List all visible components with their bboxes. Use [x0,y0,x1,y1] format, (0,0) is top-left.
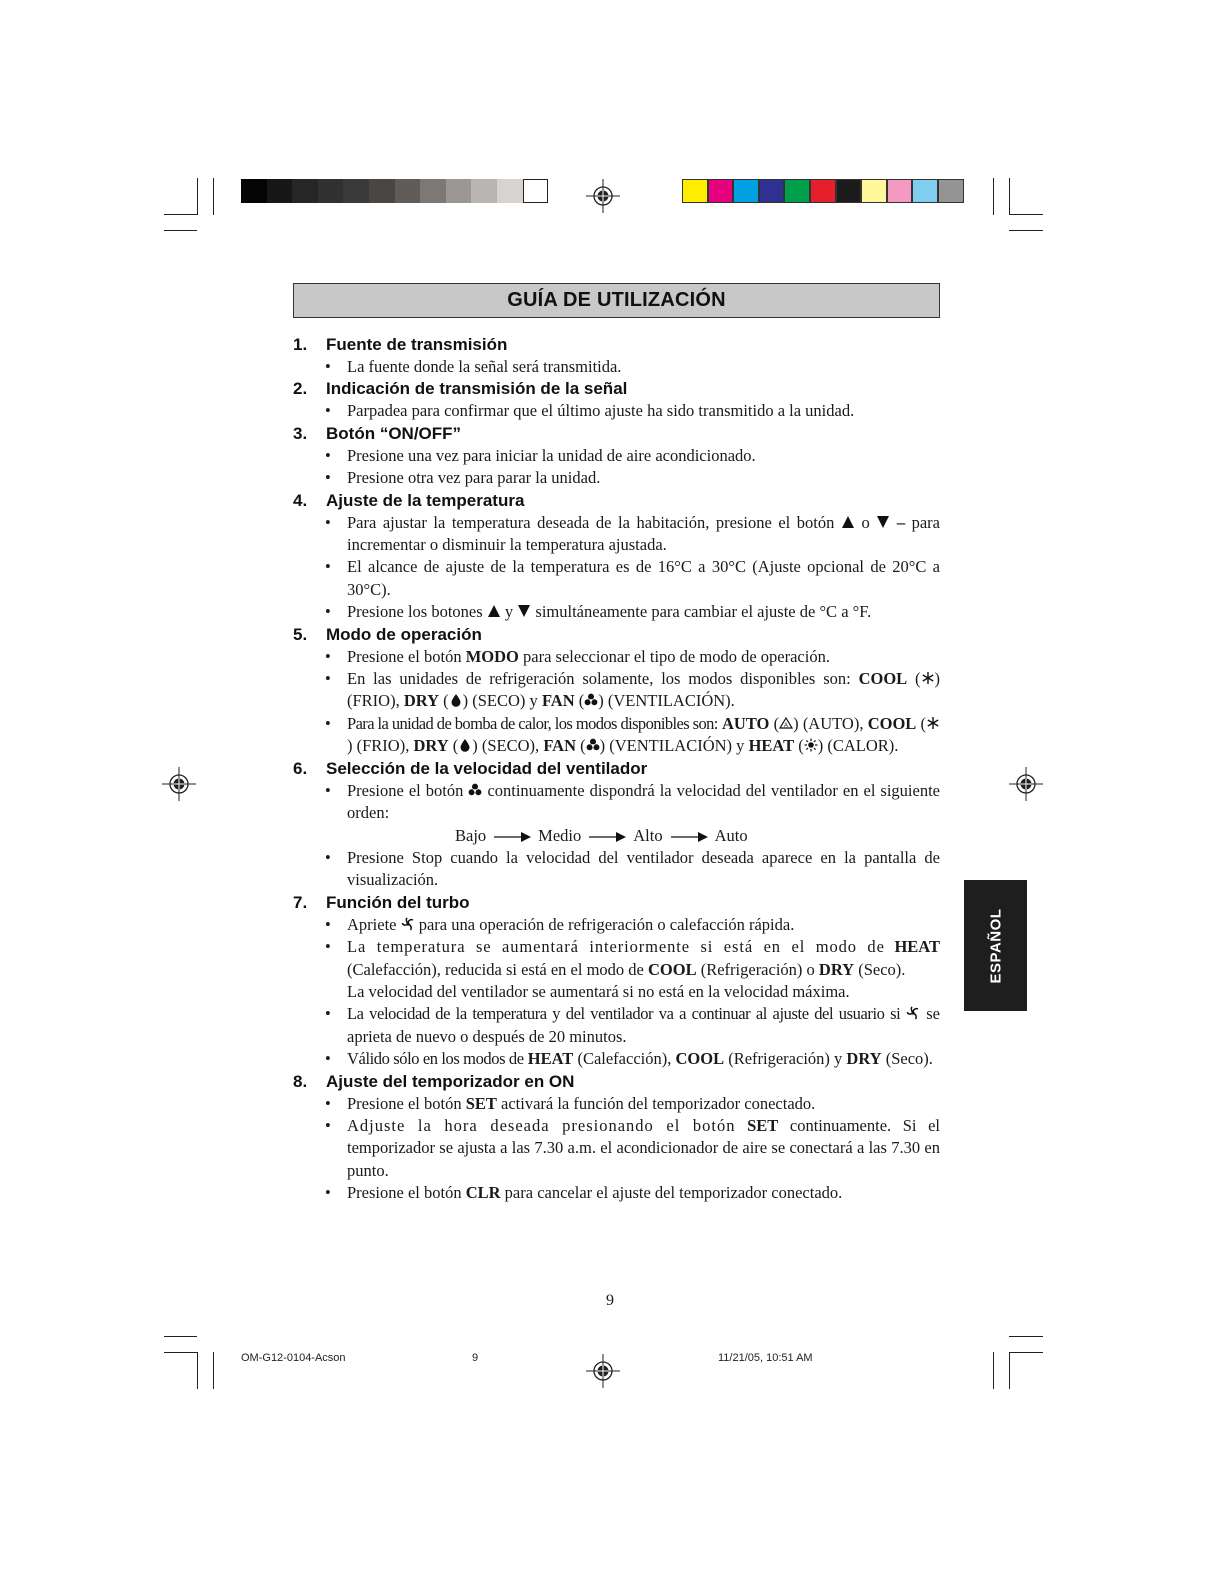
bullet-text: – [896,512,906,532]
list-item: • Presione otra vez para parar la unidad. [325,468,601,488]
up-triangle-icon [841,515,855,529]
color-swatch [861,179,887,203]
section-title: Indicación de transmisión de la señal [326,379,628,399]
section-number: 8. [293,1071,308,1091]
bullet-text: Presione Stop cuando la velocidad del ventilador deseada aparece en la pantalla de visualización. [347,847,940,890]
speed-label: Medio [538,825,582,845]
down-triangle-icon [876,515,890,529]
bullet-text: (FRIO), [356,736,410,756]
bullet-text: Presione el botón [347,1183,462,1203]
section-number: 4. [293,490,308,510]
bullet-text: (Refrigeración) y [728,1049,843,1069]
fan-icon [468,783,482,797]
bold-term: AUTO [722,713,770,733]
turbo-icon [401,917,415,931]
page-title: GUÍA DE UTILIZACIÓN [293,283,940,318]
bullet-text: Válido sólo en los modos de [347,1049,524,1069]
speed-label: Bajo [455,825,487,845]
bold-term: SET [747,1115,779,1135]
bullet-text: Presione una vez para iniciar la unidad de aire acondicionado. [347,445,756,465]
bullet-text: o [861,512,870,532]
bullet-text: El alcance de ajuste de la temperatura es de 16°C a 30°C (Ajuste opcional de 20°C a 30°C). [347,557,940,599]
footer-page: 9 [472,1352,479,1364]
list-item: • La fuente donde la señal será transmitida. [325,357,622,376]
grayscale-swatch [318,179,344,203]
bullet-text: (CALOR). [827,736,899,756]
bullet-text: (Refrigeración) o [700,959,815,979]
sun-icon [804,738,818,752]
bullet-text: La velocidad de la temperatura y del ventilador va a continuar al ajuste del usuario si [347,1004,901,1024]
color-swatch [887,179,913,203]
svg-text:A: A [784,722,789,729]
color-swatch [836,179,862,203]
arrow-right-icon [589,831,627,843]
down-triangle-icon [517,604,531,618]
color-swatch [784,179,810,203]
bullet-text: (SECO), [481,736,540,756]
turbo-icon [906,1006,920,1020]
bullet-text: y [504,602,514,622]
bold-term: FAN [543,736,576,756]
bold-term: COOL [858,669,908,689]
color-swatch [708,179,734,203]
grayscale-swatch [241,179,267,203]
bold-term: DRY [818,959,855,979]
bullet-text: para incrementar o disminuir la temperatura ajustada. [347,512,941,555]
bold-term: HEAT [527,1049,574,1069]
color-swatch [912,179,938,203]
list-item: • Presione el botón SET activará la función del temporizador conectado. [325,1093,816,1113]
section-number: 2. [293,379,308,399]
list-item: • Presione el botón CLR para cancelar el ajuste del temporizador conectado. [325,1183,843,1203]
bold-term: HEAT [748,736,795,756]
bullet-text: Presione los botones [347,602,483,622]
fan-icon [586,738,600,752]
auto-mode-icon [779,716,793,730]
registration-mark-icon [162,767,196,801]
color-swatch [682,179,708,203]
color-swatch [810,179,836,203]
color-swatch [733,179,759,203]
list-item: • Para ajustar la temperatura deseada de la habitación, presione el botón o – para incrementar o disminuir la temperatura ajustada. [325,512,941,555]
section-title: Modo de operación [326,624,482,644]
section-title: Botón “ON/OFF” [326,423,462,443]
bullet-text: Presione el botón [347,1093,462,1113]
section-5-heading [293,624,940,646]
bullet-text: continuamente dispondrá la velocidad del ventilador en el siguiente orden: [347,780,941,823]
footer-filename: OM-G12-0104-Acson [241,1352,346,1364]
arrow-right-icon [671,831,709,843]
bullet-text: simultáneamente para cambiar el ajuste de °C a °F. [535,602,872,622]
language-tab [964,880,1027,1011]
list-item: • Presione una vez para iniciar la unidad de aire acondicionado. [325,445,756,465]
section-1-heading [293,334,940,356]
list-item: • El alcance de ajuste de la temperatura es de 16°C a 30°C (Ajuste opcional de 20°C a 30°C). [325,557,940,599]
list-item: • Válido sólo en los modos de HEAT (Calefacción), COOL (Refrigeración) y DRY (Seco). [325,1049,933,1069]
list-item: • La velocidad de la temperatura y del ventilador va a continuar al ajuste del usuario si se aprieta de nuevo o después de 20 minutos. [325,1004,941,1046]
up-triangle-icon [487,604,501,618]
list-item: • Para la unidad de bomba de calor, los modos disponibles son: AUTO ( A ) (AUTO), COOL () (FRIO), DRY ( ) (SECO), FAN ( ) (VENTILACIÓN) y HEAT ( ) (CALOR). [293,713,940,758]
section-title: Ajuste de la temperatura [326,490,525,510]
bullet-text: (Calefacción), [577,1049,672,1069]
bold-term: COOL [648,959,697,979]
section-number: 7. [293,892,308,912]
droplet-icon [449,693,463,707]
grayscale-swatch [420,179,446,203]
bullet-text: para una operación de refrigeración o calefacción rápida. [418,914,795,934]
list-item: • En las unidades de refrigeración solamente, los modos disponibles son: COOL ( ) (FRIO), DRY ( ) (SECO) y FAN ( ) (VENTILACIÓN). [325,669,941,711]
bullet-text: (FRIO), [347,691,400,711]
section-title: Función del turbo [326,892,470,912]
bold-term: DRY [403,691,440,711]
grayscale-swatch [292,179,318,203]
guide-content [293,334,940,1205]
footer-timestamp: 11/21/05, 10:51 AM [718,1352,813,1364]
bullet-text: (AUTO), [802,713,864,733]
snowflake-icon [921,671,935,685]
speed-label: Alto [633,825,663,845]
grayscale-swatch [395,179,421,203]
bold-term: DRY [846,1049,882,1069]
section-4-heading [293,490,940,512]
bullet-text: (VENTILACIÓN) y [609,736,745,756]
section-7-heading [293,892,940,914]
section-8-heading [293,1071,940,1093]
bullet-text: Apriete [347,914,397,934]
registration-mark-icon [586,179,620,213]
registration-mark-icon [586,1354,620,1388]
bullet-text: (SECO) y [472,691,538,711]
section-title: Ajuste del temporizador en ON [326,1071,575,1091]
bold-term: HEAT [894,937,940,957]
page-number: 9 [606,1292,614,1309]
bold-term: CLR [465,1183,501,1203]
list-item: • Presione el botón continuamente dispondrá la velocidad del ventilador en el siguiente orden: [325,780,941,823]
bullet-text: Para la unidad de bomba de calor, los modos disponibles son: [347,713,718,733]
section-3-heading [293,423,940,445]
bold-term: COOL [675,1049,725,1069]
list-item: • Parpadea para confirmar que el último ajuste ha sido transmitido a la unidad. [325,401,855,421]
bullet-text: La fuente donde la señal será transmitida. [347,357,622,376]
grayscale-swatch [497,179,523,203]
bold-term: SET [465,1093,497,1113]
section-number: 6. [293,758,308,778]
speed-label: Auto [714,825,748,845]
list-item: • Presione los botones y simultáneamente para cambiar el ajuste de °C a °F. [325,602,872,622]
snowflake-icon [926,716,940,730]
section-title: Selección de la velocidad del ventilador [326,758,648,778]
droplet-icon [458,738,472,752]
list-item: • Presione el botón MODO para seleccionar el tipo de modo de operación. [325,646,830,666]
bullet-text: (VENTILACIÓN). [607,691,735,711]
bullet-text: continuamente. Si el temporizador se ajusta a las 7.30 a.m. el acondicionador de aire se conectará a las 7.30 en punto. [347,1115,941,1180]
fan-speed-sequence [293,825,940,847]
bullet-text: La temperatura se aumentará interiormente si está en el modo de [347,937,885,957]
section-number: 3. [293,423,308,443]
section-6-heading [293,758,940,780]
bullet-text: Presione otra vez para parar la unidad. [347,468,601,488]
bullet-text: (Calefacción), reducida si está en el modo de [347,959,644,979]
bullet-text: activará la función del temporizador conectado. [501,1093,816,1113]
grayscale-swatch [343,179,369,203]
bold-term: MODO [465,646,519,666]
color-swatch [938,179,964,203]
bullet-text: En las unidades de refrigeración solamente, los modos disponibles son: [347,669,851,689]
section-number: 1. [293,335,308,354]
bullet-text: Adjuste la hora deseada presionando el botón [347,1115,736,1135]
bullet-text: para seleccionar el tipo de modo de operación. [523,646,830,666]
color-swatch [759,179,785,203]
fan-icon [584,693,598,707]
bold-term: FAN [541,691,575,711]
grayscale-swatch [267,179,293,203]
section-2-heading [293,378,940,400]
bullet-text: Para ajustar la temperatura deseada de la habitación, presione el botón [347,512,835,532]
bullet-text: Presione el botón [347,646,462,666]
section-number: 5. [293,624,308,644]
list-item: • Presione Stop cuando la velocidad del ventilador deseada aparece en la pantalla de visualización. [325,847,940,890]
list-item: • La temperatura se aumentará interiormente si está en el modo de HEAT (Calefacción), reducida si está en el modo de COOL (Refrigeración) o DRY (Seco). [325,937,940,979]
language-tab-label: ESPAÑOL [987,908,1004,983]
bullet-text: Presione el botón [347,780,464,800]
grayscale-swatch [446,179,472,203]
bullet-text: (Seco). [858,959,906,979]
bold-term: COOL [867,713,917,733]
bullet-text: para cancelar el ajuste del temporizador conectado. [504,1183,843,1203]
bullet-text: (Seco). [885,1049,933,1069]
bold-term: DRY [413,736,449,756]
registration-mark-icon [1009,767,1043,801]
grayscale-swatch [471,179,497,203]
list-item: • Apriete para una operación de refrigeración o calefacción rápida. [325,914,795,934]
arrow-right-icon [494,831,532,843]
bullet-text: se aprieta de nuevo o después de 20 minutos. [347,1004,941,1046]
grayscale-swatch [369,179,395,203]
list-item: • Adjuste la hora deseada presionando el botón SET continuamente. Si el temporizador se ajusta a las 7.30 a.m. el acondicionador de aire se conectará a las 7.30 en punto. [325,1115,941,1180]
bullet-continuation: La velocidad del ventilador se aumentará si no está en la velocidad máxima. [347,981,850,1001]
section-title: Fuente de transmisión [326,335,508,354]
bullet-text: Parpadea para confirmar que el último ajuste ha sido transmitido a la unidad. [347,401,855,421]
grayscale-swatch [523,179,549,203]
